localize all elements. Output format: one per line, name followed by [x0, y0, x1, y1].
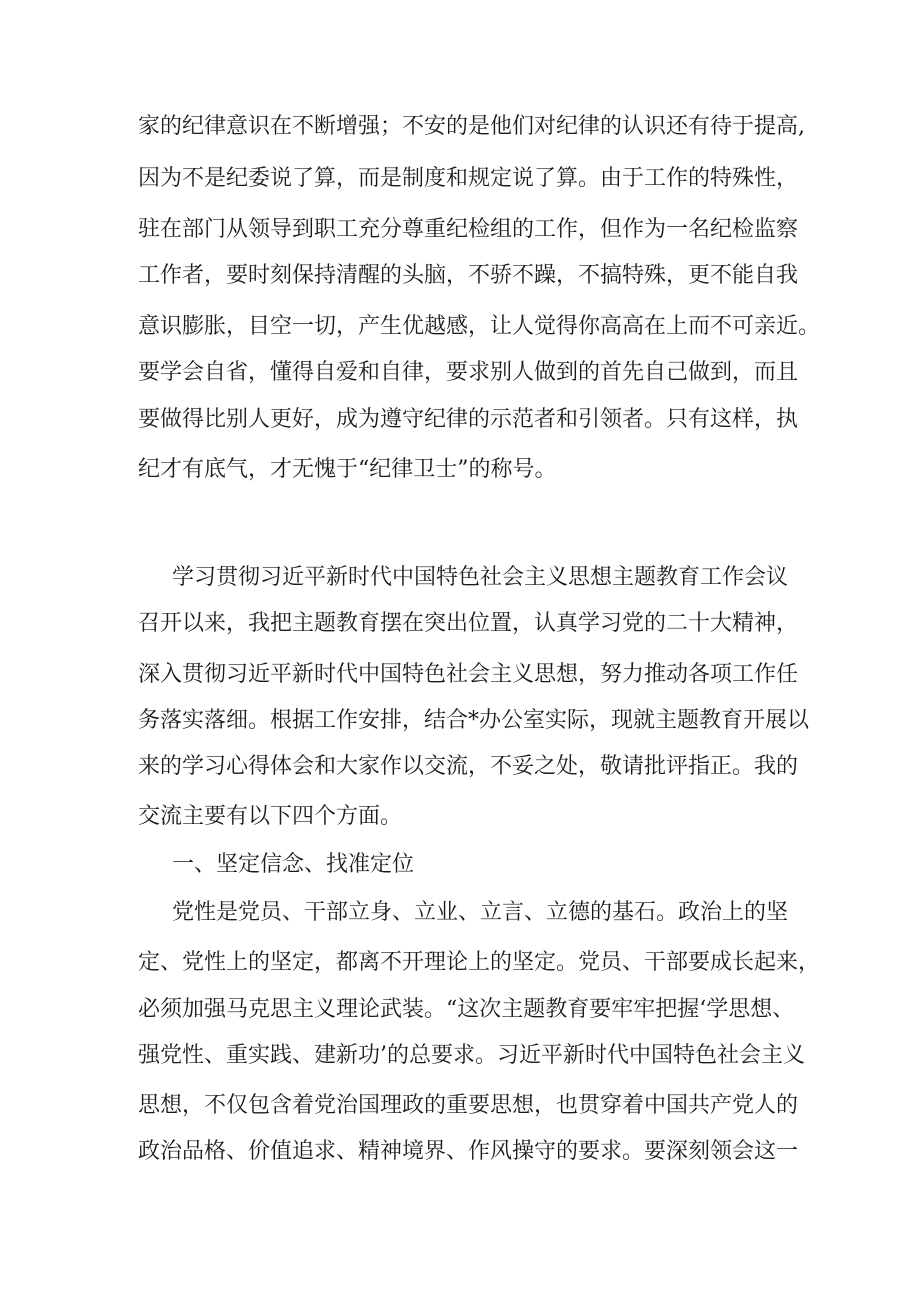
text-line: 驻在部门从领导到职工充分尊重纪检组的工作，但作为一名纪检监察	[138, 217, 799, 242]
text-line: 要学会自省，懂得自爱和自律，要求别人做到的首先自己做到，而且	[138, 360, 799, 385]
text-line: 务落实落细。根据工作安排，结合*办公室实际，现就主题教育开展以	[138, 708, 810, 733]
text-line: 定、党性上的坚定，都离不开理论上的坚定。党员、干部要成长起来，	[138, 950, 821, 975]
text-line: 强党性、重实践、建新功’的总要求。习近平新时代中国特色社会主义	[138, 1043, 805, 1068]
text-line: 纪才有底气，才无愧于“纪律卫士”的称号。	[138, 457, 557, 482]
text-line: 交流主要有以下四个方面。	[138, 804, 403, 829]
text-line: 意识膨胀，目空一切，产生优越感，让人觉得你高高在上而不可亲近。	[138, 314, 821, 339]
text-line: 要做得比别人更好，成为遵守纪律的示范者和引领者。只有这样，执	[138, 407, 799, 432]
text-line: 思想，不仅包含着党治国理政的重要思想，也贯穿着中国共产党人的	[138, 1093, 799, 1118]
text-line: 必须加强马克思主义理论武装。“这次主题教育要牢牢把握‘学思想、	[138, 997, 795, 1022]
text-line: 深入贯彻习近平新时代中国特色社会主义思想，努力推动各项工作任	[138, 662, 799, 687]
text-line: 来的学习心得体会和大家作以交流，不妥之处，敬请批评指正。我的	[138, 754, 799, 779]
paragraph-first-line: 学习贯彻习近平新时代中国特色社会主义思想主题教育工作会议	[172, 565, 789, 590]
text-line: 家的纪律意识在不断增强；不安的是他们对纪律的认识还有待于提高,	[138, 114, 805, 139]
text-line: 召开以来，我把主题教育摆在突出位置，认真学习党的二十大精神，	[138, 611, 799, 636]
text-line: 因为不是纪委说了算，而是制度和规定说了算。由于工作的特殊性，	[138, 166, 799, 191]
text-line: 政治品格、价值追求、精神境界、作风操守的要求。要深刻领会这一	[138, 1139, 799, 1164]
section-heading: 一、坚定信念、找准定位	[172, 852, 415, 877]
text-line: 工作者，要时刻保持清醒的头脑，不骄不躁，不搞特殊，更不能自我	[138, 263, 799, 288]
paragraph-first-line: 党性是党员、干部立身、立业、立言、立德的基石。政治上的坚	[172, 900, 789, 925]
